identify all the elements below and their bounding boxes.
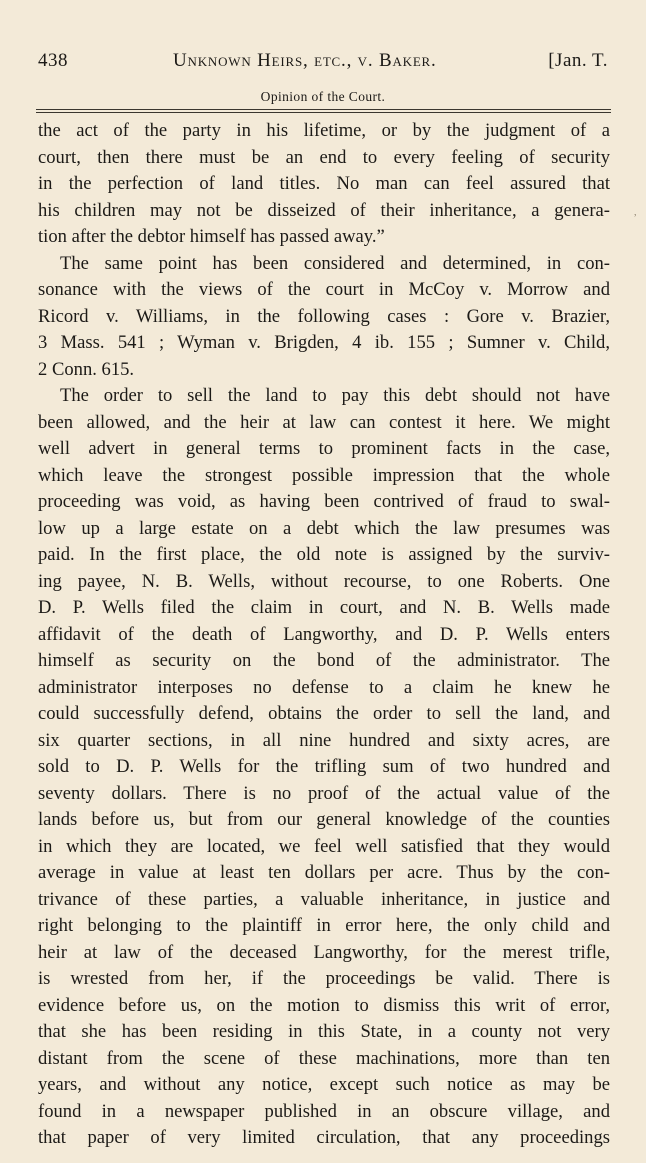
header-rule-top: [36, 109, 611, 110]
text-line: trivance of these parties, a valuable inheritance, in justice and: [38, 888, 610, 910]
text-line: could successfully defend, obtains the order to sell the land, and: [38, 703, 610, 724]
text-line: 3 Mass. 541 ; Wyman v. Brigden, 4 ib. 155 ; Sumner v. Child,: [38, 332, 610, 353]
page-number: 438: [38, 50, 68, 71]
text-line: D. P. Wells filed the claim in court, and N. B. Wells made: [38, 597, 610, 618]
text-line: which leave the strongest possible impression that the whole: [38, 464, 610, 486]
section-heading: Opinion of the Court.: [260, 89, 386, 104]
text-line: heir at law of the deceased Langworthy, for the merest trifle,: [38, 941, 610, 963]
text-line: court, then there must be an end to every feeling of security: [38, 146, 610, 168]
running-title: Unknown Heirs, etc., v. Baker.: [173, 50, 437, 71]
text-line: ing payee, N. B. Wells, without recourse, to one Roberts. One: [38, 570, 610, 592]
text-line: seventy dollars. There is no proof of the actual value of the: [38, 782, 610, 804]
text-line: been allowed, and the heir at law can contest it here. We might: [38, 411, 610, 433]
text-line: that paper of very limited circulation, that any proceedings: [38, 1127, 610, 1148]
term-label: [Jan. T.: [548, 50, 608, 71]
text-line: lands before us, but from our general knowledge of the counties: [38, 809, 610, 830]
text-line: low up a large estate on a debt which the law presumes was: [38, 517, 610, 539]
header-rule-bottom: [36, 112, 611, 113]
text-line: tion after the debtor himself has passed away.”: [38, 226, 385, 247]
text-line: in the perfection of land titles. No man can feel assured that: [38, 173, 610, 194]
text-line: Ricord v. Williams, in the following cases : Gore v. Brazier,: [38, 305, 610, 327]
text-line: his children may not be disseized of their inheritance, a genera-: [38, 199, 610, 221]
text-line: that she has been residing in this State, in a county not very: [38, 1021, 610, 1042]
text-line: sold to D. P. Wells for the trifling sum of two hundred and: [38, 756, 610, 777]
text-line: average in value at least ten dollars per acre. Thus by the con-: [38, 862, 610, 883]
text-line: found in a newspaper published in an obscure village, and: [38, 1100, 610, 1122]
text-line: proceeding was void, as having been contrived of fraud to swal-: [38, 491, 610, 512]
margin-mark: ,: [634, 207, 637, 218]
text-line: The same point has been considered and determined, in con-: [60, 252, 610, 274]
text-line: is wrested from her, if the proceedings be valid. There is: [38, 968, 610, 989]
text-line: sonance with the views of the court in McCoy v. Morrow and: [38, 279, 610, 300]
text-line: paid. In the first place, the old note is assigned by the surviv-: [38, 544, 610, 565]
text-line: The order to sell the land to pay this debt should not have: [60, 385, 610, 406]
text-line: the act of the party in his lifetime, or by the judgment of a: [38, 120, 610, 141]
opinion-text: [38, 118, 610, 1152]
text-line: years, and without any notice, except such notice as may be: [38, 1074, 610, 1095]
text-line: administrator interposes no defense to a claim he knew he: [38, 676, 610, 698]
text-line: six quarter sections, in all nine hundred and sixty acres, are: [38, 729, 610, 751]
text-line: distant from the scene of these machinations, more than ten: [38, 1047, 610, 1069]
text-line: well advert in general terms to prominent facts in the case,: [38, 438, 610, 459]
text-line: in which they are located, we feel well satisfied that they would: [38, 835, 610, 857]
text-line: evidence before us, on the motion to dismiss this writ of error,: [38, 994, 610, 1016]
text-line: right belonging to the plaintiff in error here, the only child and: [38, 915, 610, 936]
text-line: 2 Conn. 615.: [38, 358, 135, 380]
text-line: affidavit of the death of Langworthy, and D. P. Wells enters: [38, 623, 610, 645]
text-line: himself as security on the bond of the administrator. The: [38, 650, 610, 671]
running-head: [38, 50, 608, 76]
